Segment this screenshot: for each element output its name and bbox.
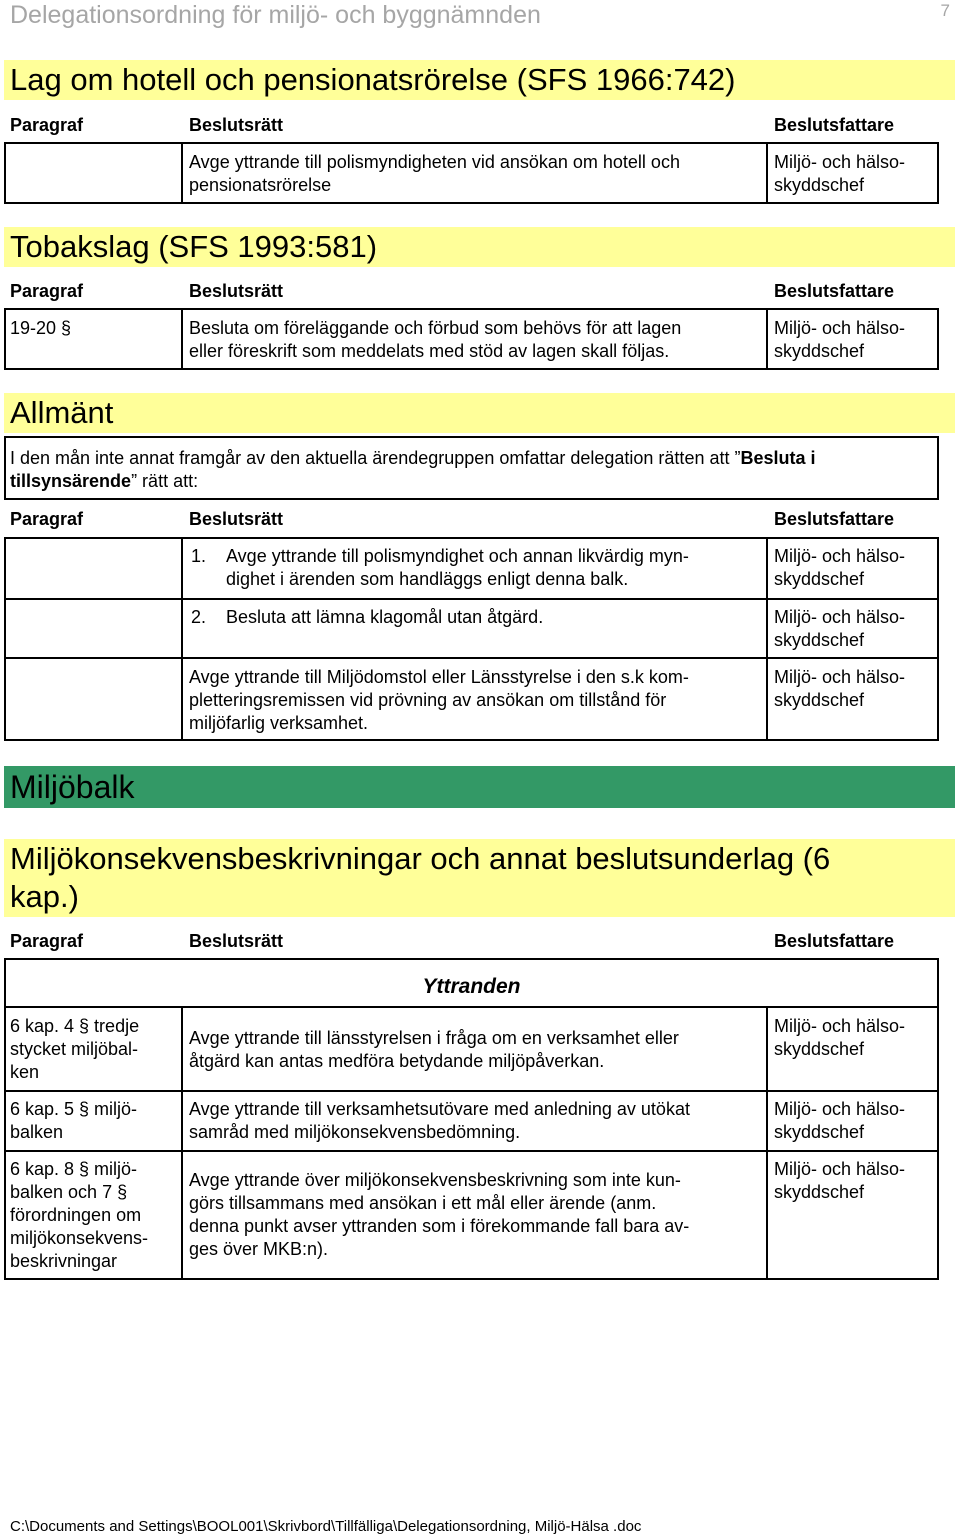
- paragraf-cell: [10, 1098, 137, 1144]
- chapter-title: Miljöbalk: [10, 769, 135, 805]
- section-title: [10, 840, 950, 916]
- paragraf-line: ken: [10, 1062, 40, 1082]
- section-title: Lag om hotell och pensionatsrörelse (SFS 1966:742): [10, 62, 736, 97]
- fattare-line: skyddschef: [774, 1122, 865, 1142]
- beslut-line: Avge yttrande till Miljödomstol eller Länsstyrelse i den s.k kom-: [189, 667, 689, 687]
- document-title: Delegationsordning för miljö- och byggnämnden: [10, 1, 541, 29]
- row-divider: [6, 1150, 937, 1152]
- beslut-line: Avge yttrande till länsstyrelsen i fråga om en verksamhet eller: [189, 1028, 679, 1048]
- table-row: [189, 1098, 690, 1144]
- fattare-line: skyddschef: [774, 1182, 865, 1202]
- section-heading-hotell: [4, 60, 955, 100]
- page-number: 7: [940, 1, 950, 20]
- beslut-line: åtgärd kan antas medföra betydande miljöpåverkan.: [189, 1051, 605, 1071]
- col-header-beslutsfattare: Beslutsfattare: [774, 281, 895, 301]
- paragraf-line: beskrivningar: [10, 1251, 118, 1271]
- table-row: [189, 317, 681, 363]
- row-divider: [6, 1006, 937, 1008]
- fattare-line: skyddschef: [774, 341, 865, 361]
- section-heading-mkb: [4, 839, 955, 917]
- beslutsfattare-cell: [774, 1158, 905, 1204]
- column-divider: [181, 310, 183, 368]
- fattare-line: Miljö- och hälso-: [774, 1016, 906, 1036]
- allmant-intro-text: [10, 447, 930, 493]
- beslut-line: pletteringsremissen vid prövning av ansökan om tillstånd för: [189, 690, 667, 710]
- page-header: [10, 0, 950, 30]
- subheading-yttranden: Yttranden: [422, 975, 521, 998]
- col-header-beslutsfattare: Beslutsfattare: [774, 115, 895, 135]
- intro-emphasis: Besluta i: [740, 448, 816, 468]
- table-mkb: [4, 958, 939, 1280]
- beslutsfattare-cell: [774, 606, 905, 652]
- paragraf-line: miljökonsekvens-: [10, 1228, 149, 1248]
- intro-emphasis: tillsynsärende: [10, 471, 132, 491]
- table-row: [189, 1027, 679, 1073]
- beslut-line: Besluta om föreläggande och förbud som behövs för att lagen: [189, 318, 682, 338]
- beslut-line: görs tillsammans med ansökan i ett mål eller ärende (anm.: [189, 1193, 657, 1213]
- paragraf-line: balken: [10, 1122, 64, 1142]
- column-divider: [766, 1006, 768, 1278]
- row-divider: [6, 1090, 937, 1092]
- section-title: Tobakslag (SFS 1993:581): [10, 229, 378, 264]
- beslutsfattare-cell: [774, 317, 905, 363]
- table-row: [226, 545, 689, 591]
- paragraf-line: 6 kap. 4 § tredje: [10, 1016, 140, 1036]
- beslut-line: denna punkt avser yttranden som i förekommande fall bara av-: [189, 1216, 690, 1236]
- col-header-beslutsratt: Beslutsrätt: [189, 931, 284, 951]
- col-header-paragraf: Paragraf: [10, 931, 84, 951]
- beslut-line: eller föreskrift som meddelats med stöd av lagen skall följas.: [189, 341, 670, 361]
- column-divider: [181, 539, 183, 739]
- table-allmant: [4, 537, 939, 741]
- fattare-line: Miljö- och hälso-: [774, 1159, 906, 1179]
- table-row: [189, 151, 680, 197]
- beslutsfattare-cell: [774, 151, 905, 197]
- paragraf-cell: [10, 1158, 148, 1273]
- col-header-paragraf: Paragraf: [10, 281, 84, 301]
- table-row: [226, 606, 543, 629]
- beslut-line: miljöfarlig verksamhet.: [189, 713, 369, 733]
- table-row: [189, 666, 689, 735]
- intro-text: I den mån inte annat framgår av den aktuella ärendegruppen omfattar delegation rätten att ”: [10, 448, 741, 468]
- col-header-paragraf: Paragraf: [10, 509, 84, 529]
- fattare-line: skyddschef: [774, 630, 865, 650]
- item-number: 2.: [191, 607, 207, 627]
- table-tobak: [4, 308, 939, 370]
- table-row: [189, 1169, 689, 1261]
- beslutsfattare-cell: [774, 1015, 905, 1061]
- fattare-line: skyddschef: [774, 1039, 865, 1059]
- allmant-intro-box: [4, 436, 939, 500]
- section-title: Allmänt: [10, 395, 114, 430]
- fattare-line: skyddschef: [774, 690, 865, 710]
- column-divider: [766, 144, 768, 202]
- paragraf-line: 6 kap. 5 § miljö-: [10, 1099, 138, 1119]
- col-header-beslutsfattare: Beslutsfattare: [774, 509, 895, 529]
- beslut-line: Besluta att lämna klagomål utan åtgärd.: [226, 607, 544, 627]
- paragraf-line: 6 kap. 8 § miljö-: [10, 1159, 138, 1179]
- column-divider: [766, 539, 768, 739]
- fattare-line: Miljö- och hälso-: [774, 667, 906, 687]
- footer-file-path: C:\Documents and Settings\BOOL001\Skrivbord\Tillfälliga\Delegationsordning, Miljö-Hälsa .doc: [10, 1518, 642, 1535]
- paragraf-line: balken och 7 §: [10, 1182, 128, 1202]
- paragraf-line: stycket miljöbal-: [10, 1039, 139, 1059]
- col-header-beslutsratt: Beslutsrätt: [189, 509, 284, 529]
- beslut-line: pensionatsrörelse: [189, 175, 332, 195]
- column-divider: [181, 1006, 183, 1278]
- section-heading-allmant: [4, 393, 955, 433]
- row-divider: [6, 657, 937, 659]
- section-heading-tobak: [4, 227, 955, 267]
- paragraf-line: förordningen om: [10, 1205, 142, 1225]
- fattare-line: Miljö- och hälso-: [774, 546, 906, 566]
- col-header-beslutsfattare: Beslutsfattare: [774, 931, 895, 951]
- intro-text: ” rätt att:: [131, 471, 199, 491]
- beslutsfattare-cell: [774, 666, 905, 712]
- fattare-line: Miljö- och hälso-: [774, 1099, 906, 1119]
- fattare-line: skyddschef: [774, 175, 865, 195]
- fattare-line: Miljö- och hälso-: [774, 152, 906, 172]
- fattare-line: Miljö- och hälso-: [774, 318, 906, 338]
- chapter-heading-miljobalk: [4, 766, 955, 808]
- column-divider: [766, 310, 768, 368]
- section-title-line: Miljökonsekvensbeskrivningar och annat beslutsunderlag (6: [10, 841, 831, 876]
- item-number: 1.: [191, 546, 207, 566]
- paragraf-cell: [10, 1015, 139, 1084]
- beslutsfattare-cell: [774, 545, 905, 591]
- beslut-line: ges över MKB:n).: [189, 1239, 329, 1259]
- col-header-beslutsratt: Beslutsrätt: [189, 281, 284, 301]
- beslut-line: Avge yttrande till polismyndighet och annan likvärdig myn-: [226, 546, 689, 566]
- beslut-line: Avge yttrande över miljökonsekvensbeskrivning som inte kun-: [189, 1170, 681, 1190]
- fattare-line: skyddschef: [774, 569, 865, 589]
- fattare-line: Miljö- och hälso-: [774, 607, 906, 627]
- col-header-paragraf: Paragraf: [10, 115, 84, 135]
- beslut-line: Avge yttrande till polismyndigheten vid ansökan om hotell och: [189, 152, 680, 172]
- beslut-line: dighet i ärenden som handläggs enligt denna balk.: [226, 569, 629, 589]
- beslut-line: Avge yttrande till verksamhetsutövare med anledning av utökat: [189, 1099, 690, 1119]
- column-divider: [181, 144, 183, 202]
- beslut-line: samråd med miljökonsekvensbedömning.: [189, 1122, 521, 1142]
- paragraf-cell: 19-20 §: [10, 318, 72, 338]
- beslutsfattare-cell: [774, 1098, 905, 1144]
- row-divider: [6, 598, 937, 600]
- table-hotell: [4, 142, 939, 204]
- section-title-line: kap.): [10, 879, 79, 914]
- col-header-beslutsratt: Beslutsrätt: [189, 115, 284, 135]
